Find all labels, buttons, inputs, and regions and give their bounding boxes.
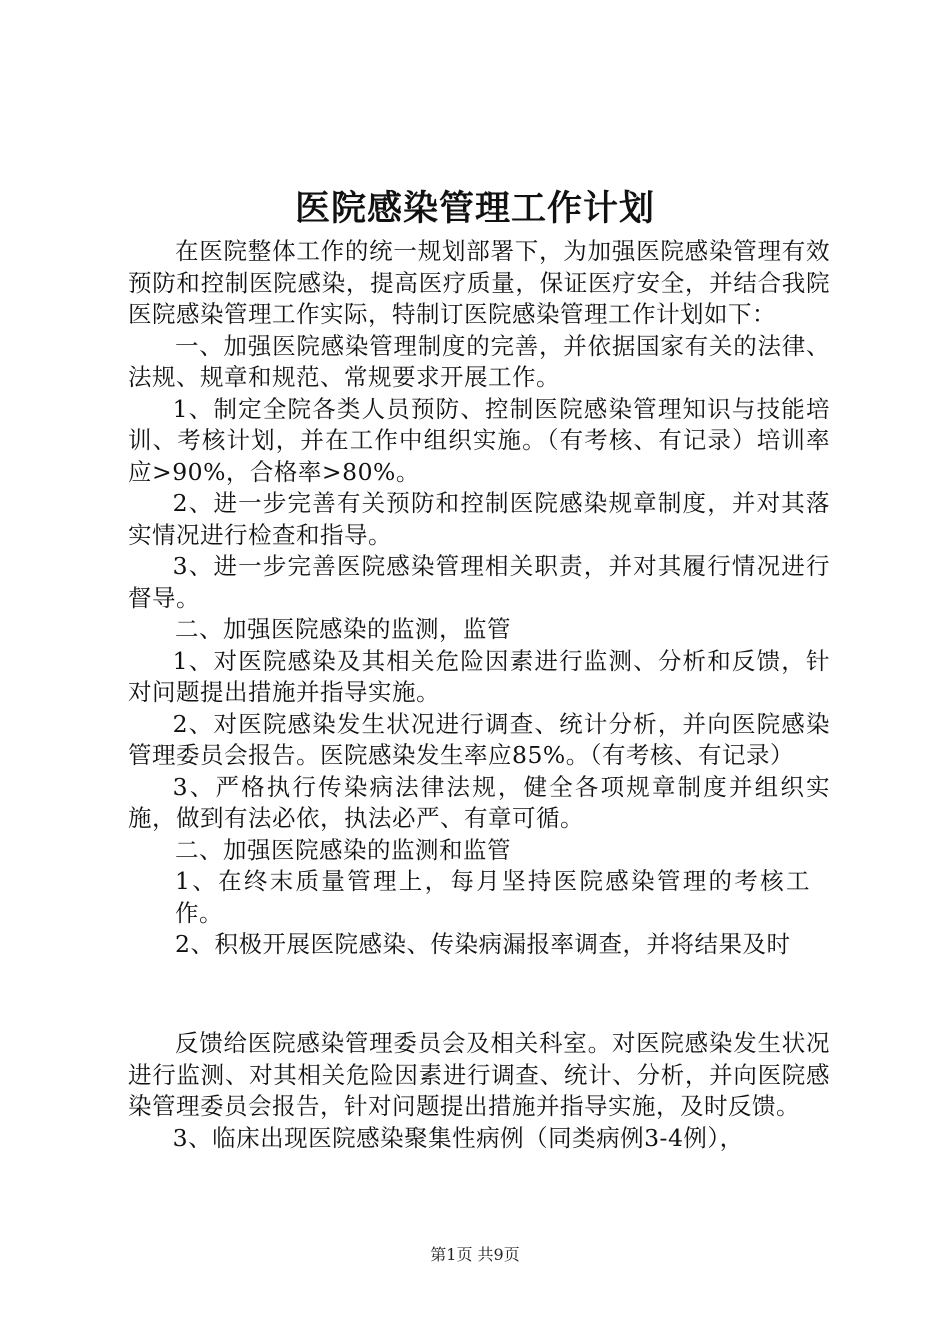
document-body (128, 236, 830, 961)
paragraph-item: 3、严格执行传染病法律法规，健全各项规章制度并组织实施，做到有法必依，执法必严、有章可循。 (128, 772, 830, 832)
paragraph-item: 3、临床出现医院感染聚集性病例（同类病例3-4例）， (172, 1123, 744, 1152)
paragraph-continuation: 反馈给医院感染管理委员会及相关科室。对医院感染发生状况进行监测、对其相关危险因素进行调查、统计、分析，并向医院感染管理委员会报告，针对问题提出措施并指导实施，及时反馈。 (128, 1029, 830, 1120)
paragraph-item: 2、对医院感染发生状况进行调查、统计分析，并向医院感染管理委员会报告。医院感染发生率应85%。（有考核、有记录） (128, 709, 830, 769)
document-title: 医院感染管理工作计划 (294, 188, 655, 229)
paragraph-item: 2、进一步完善有关预防和控制医院感染规章制度，并对其落实情况进行检查和指导。 (128, 489, 830, 549)
paragraph-item: 1、在终末质量管理上，每月坚持医院感染管理的考核工作。 (175, 867, 810, 927)
paragraph-item: 1、对医院感染及其相关危险因素进行监测、分析和反馈，针对问题提出措施并指导实施。 (128, 646, 830, 706)
paragraph-item: 3、进一步完善医院感染管理相关职责，并对其履行情况进行督导。 (128, 552, 830, 612)
paragraph-item: 1、制定全院各类人员预防、控制医院感染管理知识与技能培训、考核计划，并在工作中组织实施。（有考核、有记录）培训率应>90%，合格率>80%。 (128, 394, 830, 486)
paragraph-section-3: 二、加强医院感染的监测和监管 (175, 835, 511, 864)
paragraph-intro: 在医院整体工作的统一规划部署下，为加强医院感染管理有效预防和控制医院感染，提高医疗质量，保证医疗安全，并结合我院医院感染管理工作实际，特制订医院感染管理工作计划如下： (128, 237, 830, 328)
paragraph-section-1: 一、加强医院感染管理制度的完善，并依据国家有关的法律、法规、规章和规范、常规要求开展工作。 (128, 331, 830, 391)
page-number: 第1页 共9页 (430, 1245, 520, 1264)
paragraph-section-2: 二、加强医院感染的监测，监管 (175, 615, 511, 643)
document-body-continued (128, 1028, 830, 1154)
paragraph-item: 2、积极开展医院感染、传染病漏报率调查，并将结果及时 (175, 930, 791, 958)
